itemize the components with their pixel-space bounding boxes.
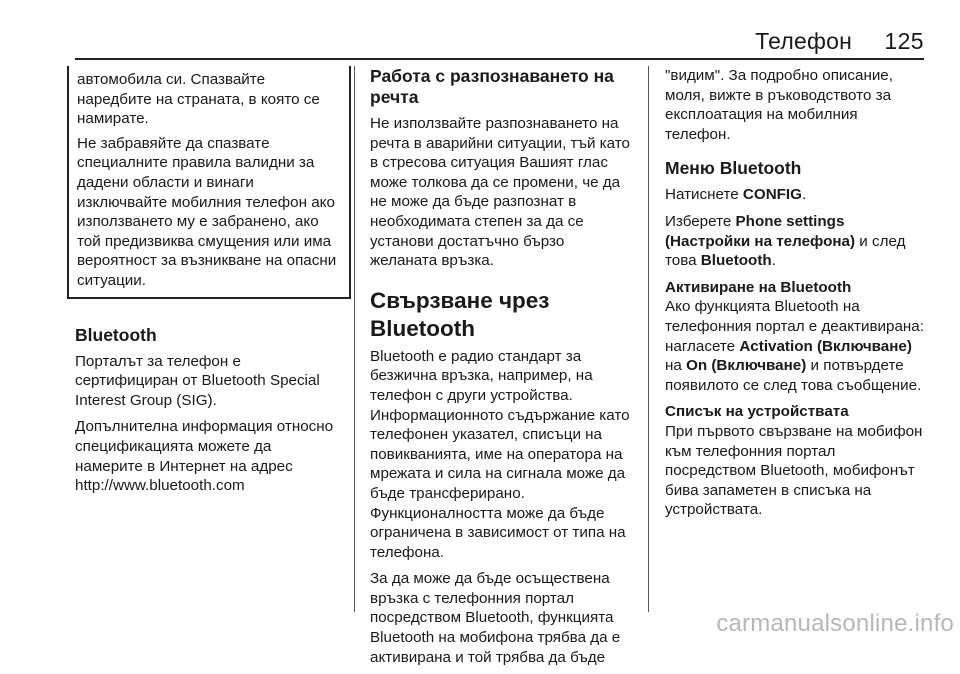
config-key: CONFIG — [742, 186, 802, 204]
bluetooth-menu-item: Bluetooth — [700, 252, 772, 270]
warning-box — [67, 66, 351, 299]
watermark: carmanualsonline.info — [716, 610, 954, 637]
bluetooth-menu-heading: Меню Bluetooth — [665, 158, 802, 179]
bluetooth-connection-paragraph-1: Bluetooth е радио стандарт за безжична връзка, например, на телефон с други устройства. Информационното съдържание като телефонен указател, списъци на повикванията, име на оператора на мрежата и сила на сигнала може да бъде трансферирано. Функционалността може да бъде ограничена в зависимост от типа на телефона. — [370, 347, 630, 561]
device-list-section: Списък на устройствата При първото свързване на мобифон към телефонния портал посредством Bluetooth, мобифонът бива запаметен в списъка на устройствата. — [665, 402, 927, 520]
activation-menu-item: Activation (Включване) — [739, 337, 912, 355]
column-1 — [75, 66, 343, 503]
on-option: On (Включване) — [686, 357, 807, 375]
activate-bluetooth-section: Активиране на Bluetooth Ако функцията Bluetooth на телефонния портал е деактивирана: нагласете Activation (Включване) на On (Включване) и потвърдете появилото се след това съобщение. — [665, 278, 927, 396]
warning-text-1: автомобила си. Спазвайте наредбите на страната, в която се намирате. — [77, 71, 320, 128]
speech-recognition-heading: Работа с разпознаването на речта — [370, 66, 614, 107]
activate-bluetooth-title: Активиране на Bluetooth — [665, 278, 852, 296]
section-title: Телефон — [755, 28, 852, 54]
visible-paragraph: "видим". За подробно описание, моля, вижте в ръководството за експлоатация на мобилния телефон. — [665, 67, 893, 143]
page-number: 125 — [884, 28, 924, 54]
phone-settings-menu-item: Phone settings (Настройки на телефона) — [665, 212, 856, 250]
press-config-instruction: Натиснете CONFIG. — [665, 186, 807, 204]
speech-recognition-paragraph: Не използвайте разпознаването на речта в аварийни ситуации, тъй като в стресова ситуация Вашият глас може толкова да се промени, че да не може да бъде разпознат в необходимата степен за да се установи достатъчно бързо желаната връзка. — [370, 115, 630, 270]
bluetooth-heading: Bluetooth — [75, 324, 157, 345]
bluetooth-paragraph-1: Порталът за телефон е сертифициран от Bluetooth Special Interest Group (SIG). — [75, 352, 320, 409]
column-2 — [370, 66, 632, 674]
bluetooth-connection-heading: Свързване чрез Bluetooth — [370, 287, 550, 341]
select-settings-instruction: Изберете Phone settings (Настройки на телефона) и след това Bluetooth. — [665, 212, 906, 270]
column-divider-2 — [648, 66, 649, 612]
column-3 — [665, 66, 927, 527]
page-header — [75, 26, 924, 60]
bluetooth-paragraph-2: Допълнителна информация относно спецификацията можете да намерите в Интернет на адрес http://www.bluetooth.com — [75, 418, 334, 495]
bluetooth-connection-paragraph-2: За да може да бъде осъществена връзка с телефонния портал посредством Bluetooth, функцията Bluetooth на мобифона трябва да е активирана и той трябва да бъде — [370, 570, 621, 666]
warning-text-2: Не забравяйте да спазвате специалните правила валидни за дадени области и винаги изключвайте мобилния телефон ако използването му е забранено, ако той предизвиква смущения или има вероятност за възникване на опасни ситуации. — [77, 134, 337, 289]
column-divider-1 — [354, 66, 355, 612]
device-list-title: Списък на устройствата — [665, 403, 849, 421]
